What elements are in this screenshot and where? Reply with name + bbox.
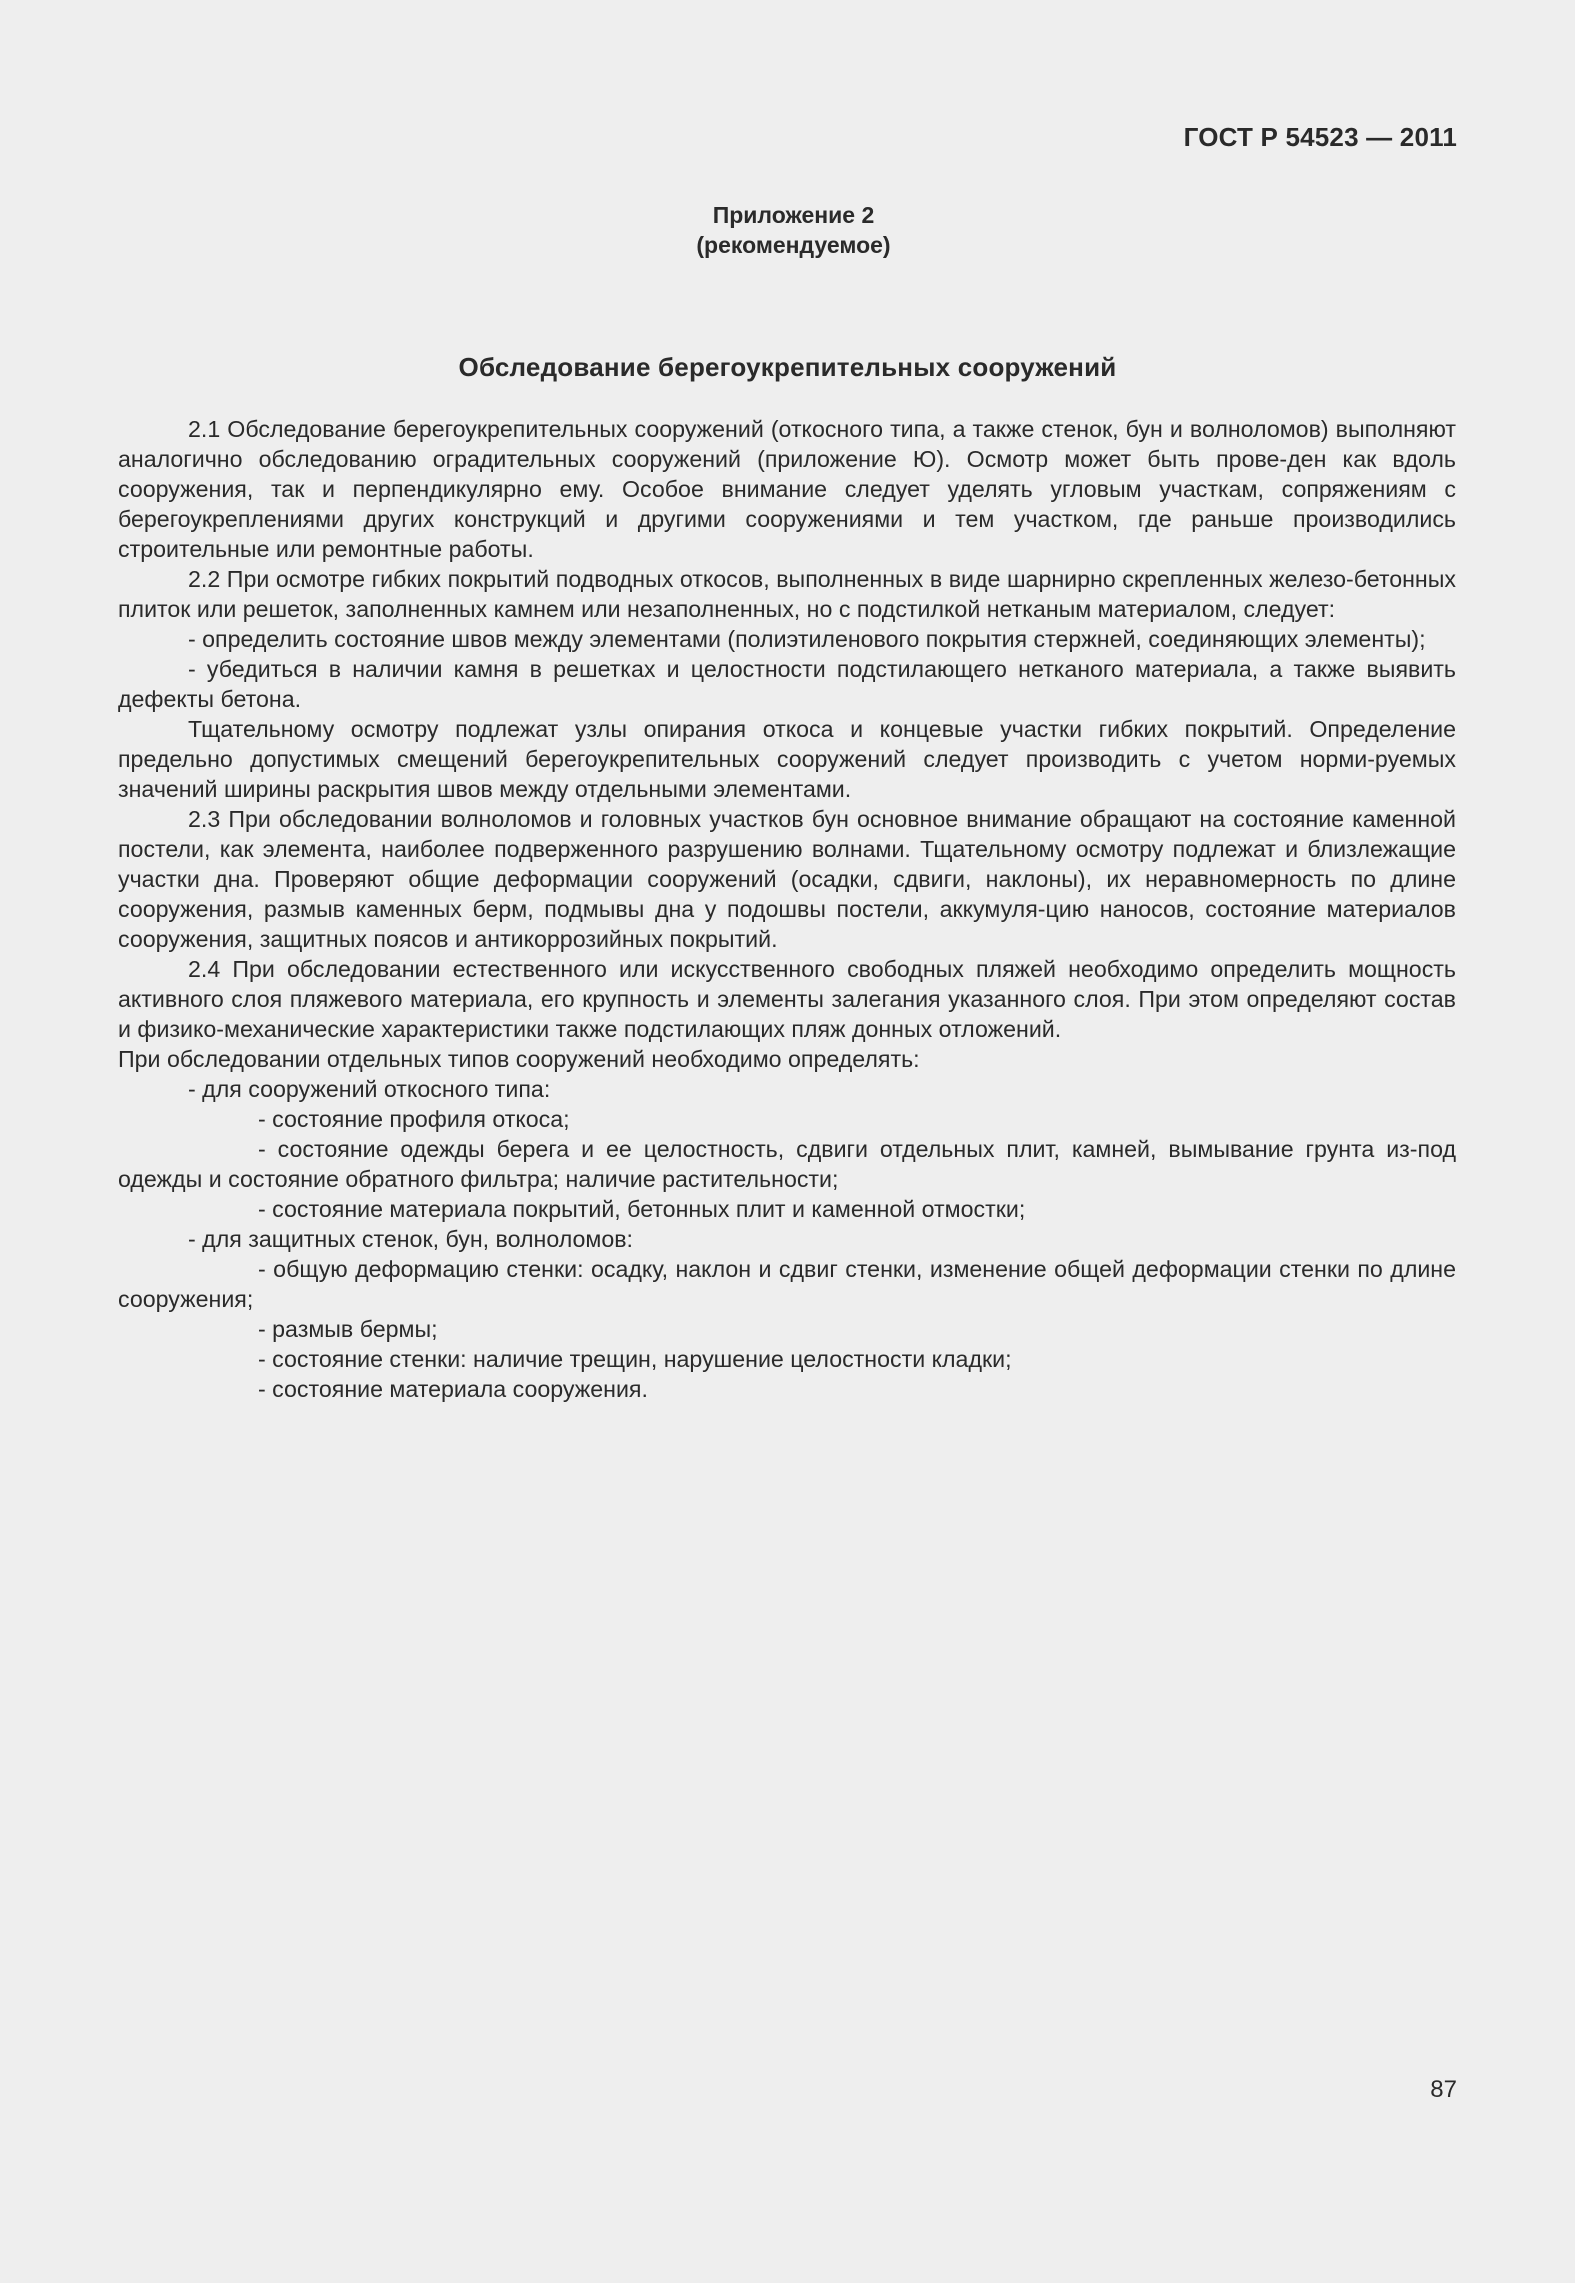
paragraph-inspection: Тщательному осмотру подлежат узлы опирания откоса и концевые участки гибких покрытий. Определение предельно допустимых смещений берегоукрепительных сооружений следует производить с учетом норми-руемых значений ширины раскрытия швов между отдельными элементами. [118,716,1456,802]
list-item: - определить состояние швов между элементами (полиэтиленового покрытия стержней, соединяющих элементы); [188,626,1426,652]
paragraph-2-4: 2.4 При обследовании естественного или искусственного свободных пляжей необходимо определить мощность активного слоя пляжевого материала, его крупность и элементы залегания указанного слоя. При этом определяют состав и физико-механические характеристики также подстилающих пляж донных отложений. [118,956,1456,1042]
section-title: Обследование берегоукрепительных сооружений [458,352,1117,382]
list-item: - для защитных стенок, бун, волноломов: [188,1226,633,1252]
paragraph-2-3: 2.3 При обследовании волноломов и головных участков бун основное внимание обращают на состояние каменной постели, как элемента, наиболее подверженного разрушению волнами. Тщательному осмотру подлежат и близлежащие участки дна. Проверяют общие деформации сооружений (осадки, сдвиги, наклоны), их неравномерность по длине сооружения, размыв каменных берм, подмывы дна у подошвы постели, аккумуля-цию наносов, состояние материалов сооружения, защитных поясов и антикоррозийных покрытий. [118,806,1456,952]
list-item: - общую деформацию стенки: осадку, наклон и сдвиг стенки, изменение общей деформации стенки по длине сооружения; [118,1256,1456,1312]
paragraph-types: При обследовании отдельных типов сооружений необходимо определять: [118,1046,920,1072]
list-item: - размыв бермы; [258,1316,438,1342]
paragraph-2-1: 2.1 Обследование берегоукрепительных сооружений (откосного типа, а также стенок, бун и волноломов) выполняют аналогично обследованию оградительных сооружений (приложение Ю). Осмотр может быть прове-ден как вдоль сооружения, так и перпендикулярно ему. Особое внимание следует уделять угловым участкам, сопряжениям с берегоукреплениями других конструкций и другими сооружениями и тем участком, где раньше производились строительные или ремонтные работы. [118,416,1456,562]
paragraph-2-2: 2.2 При осмотре гибких покрытий подводных откосов, выполненных в виде шарнирно скрепленных железо-бетонных плиток или решеток, заполненных камнем или незаполненных, но с подстилкой нетканым материалом, следует: [118,566,1456,622]
appendix-heading [0,200,1575,260]
list-item: - состояние одежды берега и ее целостность, сдвиги отдельных плит, камней, вымывание грунта из-под одежды и состояние обратного фильтра; наличие растительности; [118,1136,1456,1192]
list-item: - состояние материала покрытий, бетонных плит и каменной отмостки; [258,1196,1026,1222]
document-code: ГОСТ Р 54523 — 2011 [1183,122,1457,152]
appendix-subtitle: (рекомендуемое) [696,232,891,258]
list-item: - состояние профиля откоса; [258,1106,570,1132]
list-item: - убедиться в наличии камня в решетках и целостности подстилающего нетканого материала, а также выявить дефекты бетона. [118,656,1456,712]
list-item: - состояние стенки: наличие трещин, нарушение целостности кладки; [258,1346,1012,1372]
appendix-title: Приложение 2 [712,202,875,228]
page-number: 87 [1430,2076,1457,2103]
list-item: - для сооружений откосного типа: [188,1076,551,1102]
list-item: - состояние материала сооружения. [258,1376,648,1402]
body-text [118,414,1456,1404]
